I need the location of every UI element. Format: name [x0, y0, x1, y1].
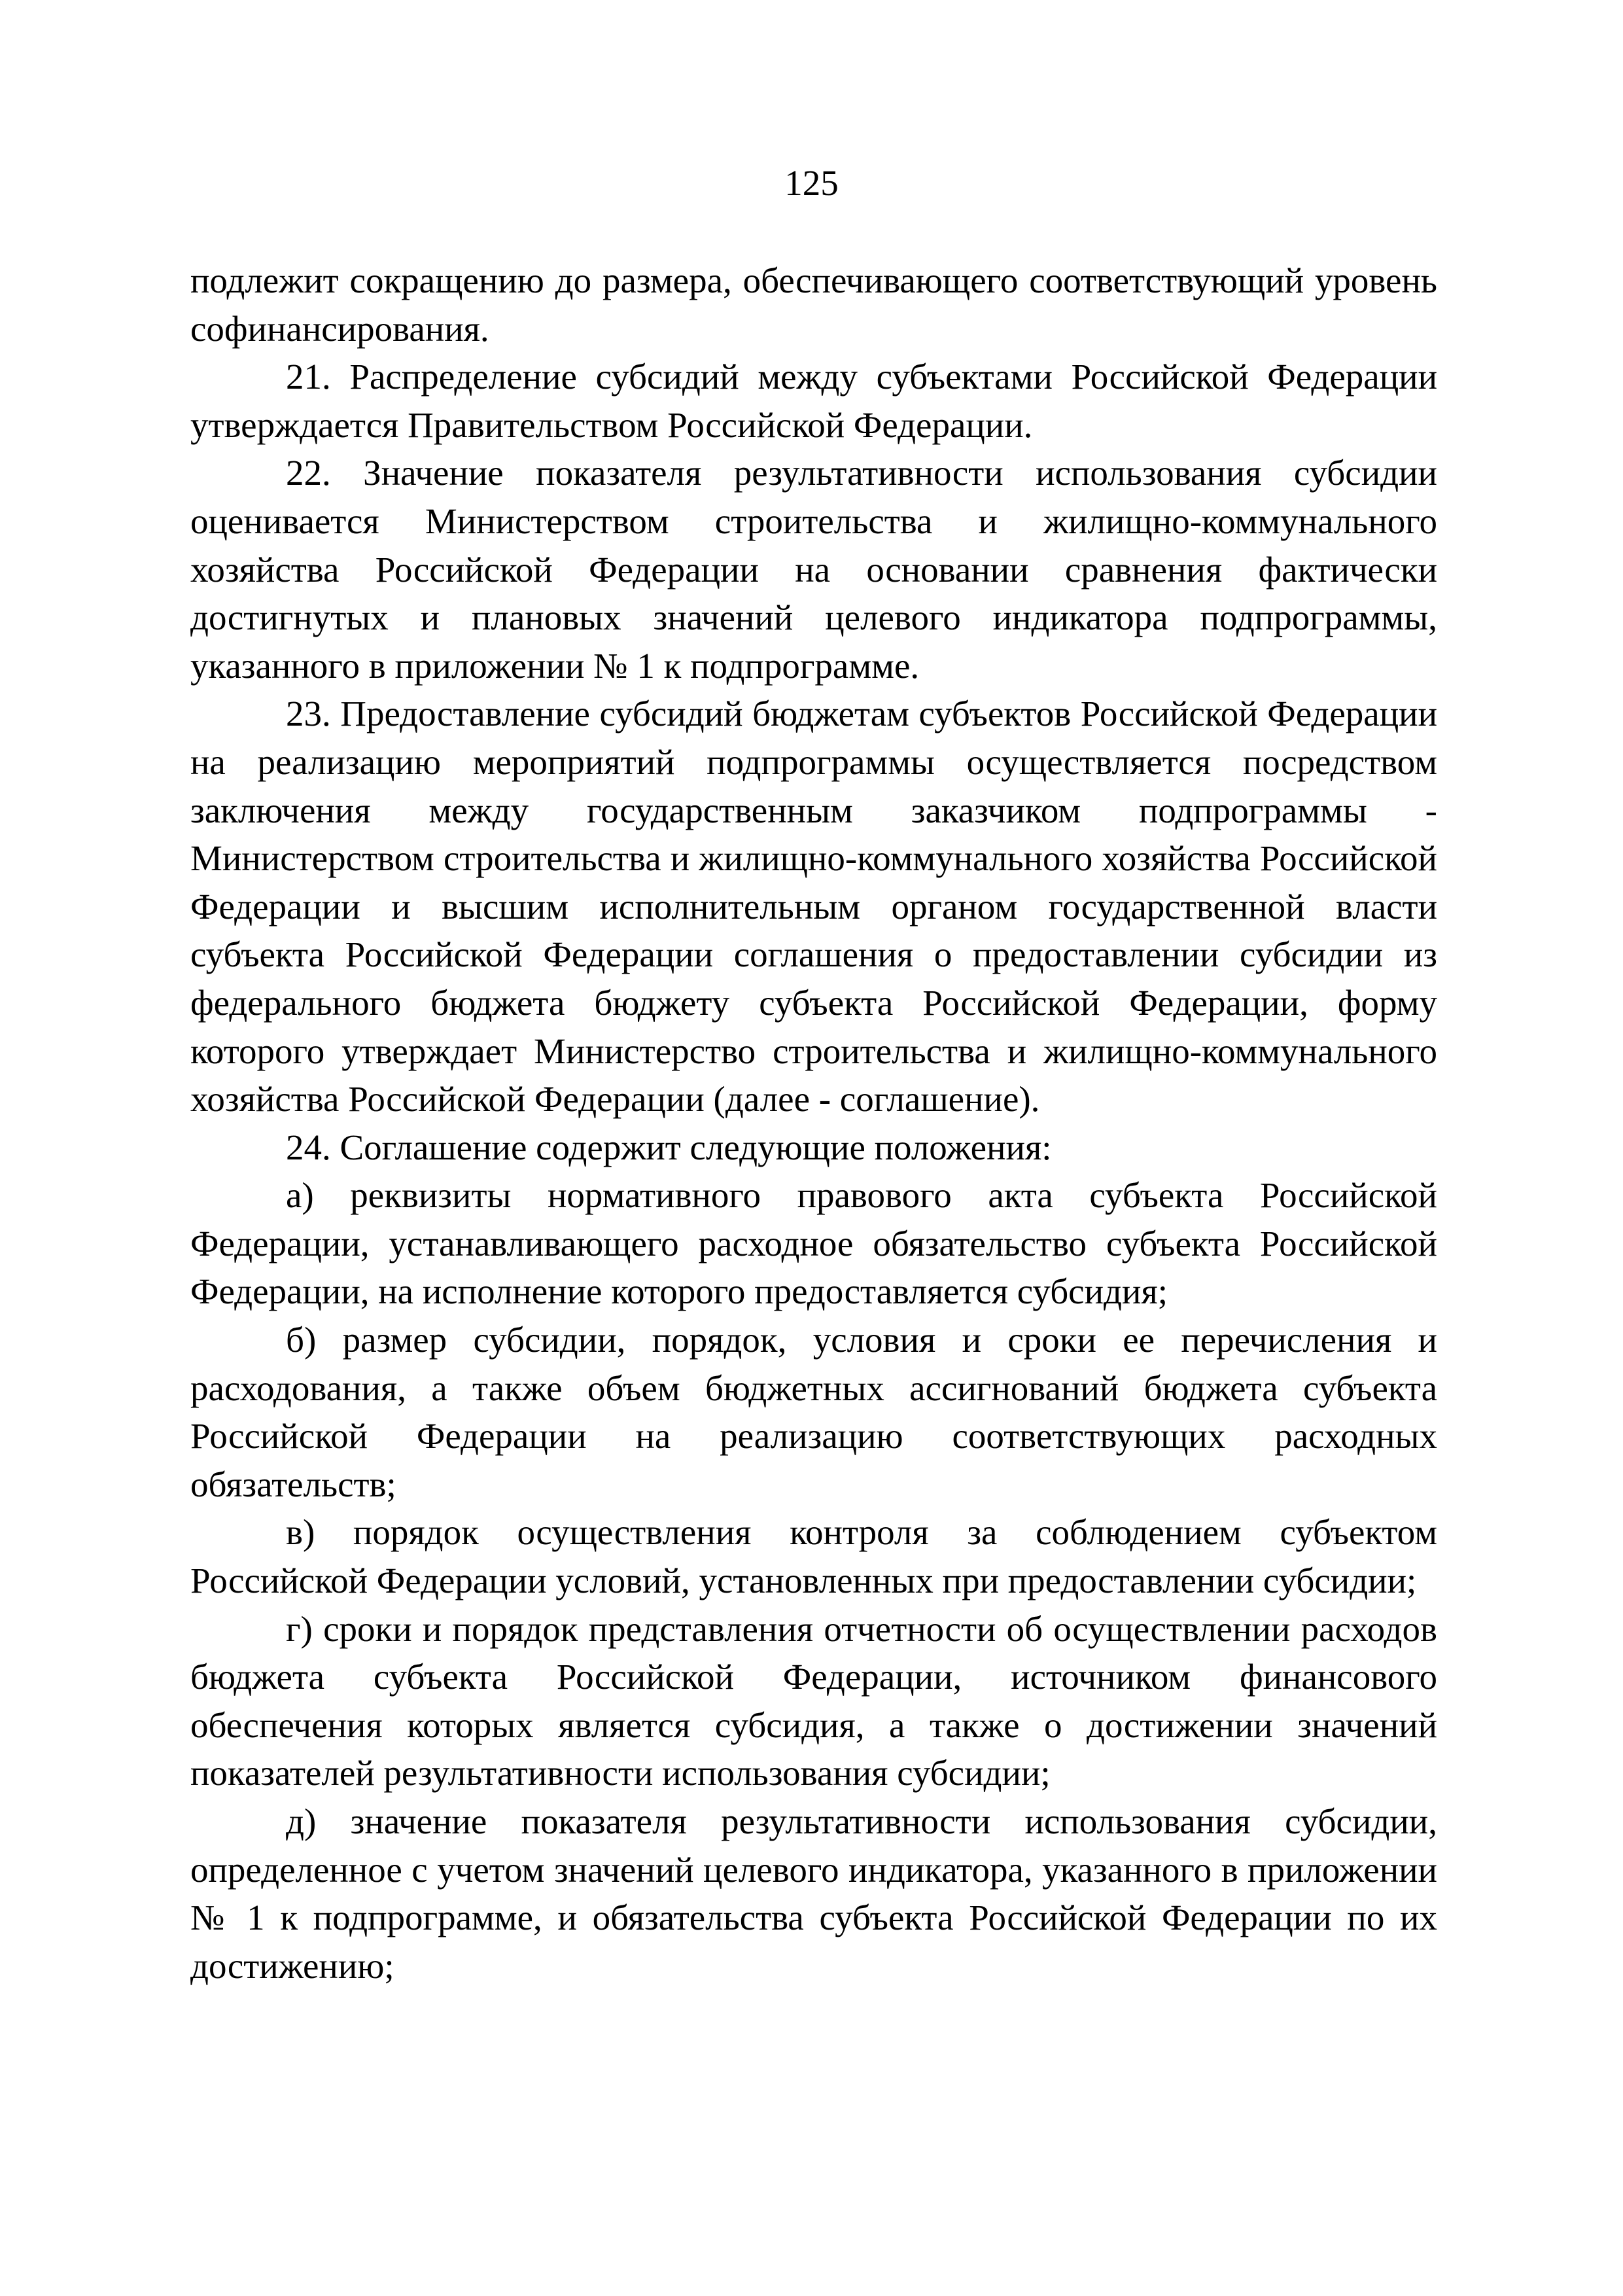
paragraph-24: 24. Соглашение содержит следующие положения: [286, 1127, 1052, 1167]
page-number: 125 [784, 163, 839, 203]
paragraph-23: 23. Предоставление субсидий бюджетам субъектов Российской Федерации на реализацию мероприятий подпрограммы осуществляется посредством заключения между государственным заказчиком подпрограммы - Министерством строительства и жилищно-коммунального хозяйства Российской Федерации и высшим исполнительным органом государственной власти субъекта Российской Федерации соглашения о предоставлении субсидии из федерального бюджета бюджету субъекта Российской Федерации, форму которого утверждает Министерство строительства и жилищно-коммунального хозяйства Российской Федерации (далее - соглашение). [190, 694, 1437, 1120]
document-body [190, 256, 1437, 1990]
paragraph-24-v: в) порядок осуществления контроля за соблюдением субъектом Российской Федерации условий, установленных при предоставлении субсидии; [190, 1512, 1437, 1601]
paragraph-continuation: подлежит сокращению до размера, обеспечивающего соответствующий уровень софинансирования. [190, 260, 1437, 349]
paragraph-22: 22. Значение показателя результативности использования субсидии оценивается Министерством строительства и жилищно-коммунального хозяйства Российской Федерации на основании сравнения фактически достигнутых и плановых значений целевого индикатора подпрограммы, указанного в приложении № 1 к подпрограмме. [190, 453, 1437, 686]
paragraph-24-d: д) значение показателя результативности использования субсидии, определенное с учетом значений целевого индикатора, указанного в приложении № 1 к подпрограмме, и обязательства субъекта Российской Федерации по их достижению; [190, 1801, 1437, 1986]
paragraph-24-g: г) сроки и порядок представления отчетности об осуществлении расходов бюджета субъекта Российской Федерации, источником финансового обеспечения которых является субсидия, а также о достижении значений показателей результативности использования субсидии; [190, 1608, 1437, 1793]
paragraph-24-a: а) реквизиты нормативного правового акта субъекта Российской Федерации, устанавливающего расходное обязательство субъекта Российской Федерации, на исполнение которого предоставляется субсидия; [190, 1175, 1437, 1312]
paragraph-24-b: б) размер субсидии, порядок, условия и сроки ее перечисления и расходования, а также объем бюджетных ассигнований бюджета субъекта Российской Федерации на реализацию соответствующих расходных обязательств; [190, 1320, 1437, 1504]
paragraph-21: 21. Распределение субсидий между субъектами Российской Федерации утверждается Правительством Российской Федерации. [190, 357, 1437, 445]
